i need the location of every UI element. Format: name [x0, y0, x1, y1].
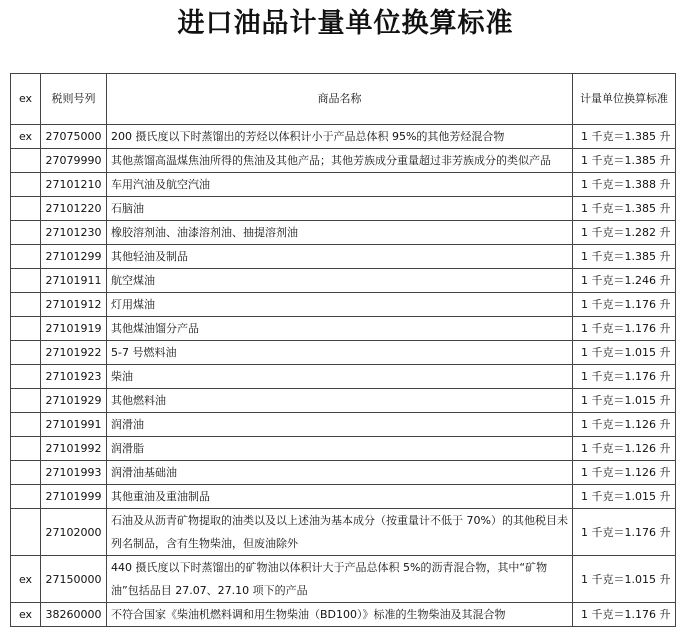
- row-product-name: 200 摄氏度以下时蒸馏出的芳烃以体积计小于产品总体积 95%的其他芳烃混合物: [107, 125, 573, 149]
- row-ex-marker: [11, 245, 41, 269]
- row-conversion-standard: 1 千克＝1.385 升: [573, 245, 676, 269]
- row-ex-marker: ex: [11, 125, 41, 149]
- row-ex-marker: ex: [11, 556, 41, 603]
- row-conversion-standard: 1 千克＝1.246 升: [573, 269, 676, 293]
- row-tariff-code: 27102000: [41, 509, 107, 556]
- table-body: [11, 125, 676, 627]
- row-conversion-standard: 1 千克＝1.126 升: [573, 413, 676, 437]
- row-ex-marker: [11, 341, 41, 365]
- table-row: [11, 293, 676, 317]
- table-row: [11, 461, 676, 485]
- row-product-name: 航空煤油: [107, 269, 573, 293]
- row-conversion-standard: 1 千克＝1.388 升: [573, 173, 676, 197]
- table-row: [11, 413, 676, 437]
- row-ex-marker: [11, 293, 41, 317]
- row-product-name: 其他煤油馏分产品: [107, 317, 573, 341]
- row-tariff-code: 27101210: [41, 173, 107, 197]
- row-ex-marker: [11, 197, 41, 221]
- row-tariff-code: 27101299: [41, 245, 107, 269]
- row-product-name: 石脑油: [107, 197, 573, 221]
- row-product-name: 灯用煤油: [107, 293, 573, 317]
- table-row: [11, 125, 676, 149]
- table-row: [11, 556, 676, 603]
- row-ex-marker: [11, 269, 41, 293]
- row-ex-marker: [11, 509, 41, 556]
- row-conversion-standard: 1 千克＝1.176 升: [573, 293, 676, 317]
- row-tariff-code: 27101230: [41, 221, 107, 245]
- row-tariff-code: 27101929: [41, 389, 107, 413]
- row-product-name: 石油及从沥青矿物提取的油类以及以上述油为基本成分（按重量计不低于 70%）的其他税目未列名制品，含有生物柴油，但废油除外: [107, 509, 573, 556]
- table-row: [11, 149, 676, 173]
- row-conversion-standard: 1 千克＝1.126 升: [573, 461, 676, 485]
- table-row: [11, 389, 676, 413]
- header-product-name: 商品名称: [107, 74, 573, 125]
- page-title: 进口油品计量单位换算标准: [177, 8, 514, 39]
- row-product-name: 橡胶溶剂油、油漆溶剂油、抽提溶剂油: [107, 221, 573, 245]
- row-tariff-code: 27101923: [41, 365, 107, 389]
- row-product-name: 其他轻油及制品: [107, 245, 573, 269]
- table-row: [11, 269, 676, 293]
- row-conversion-standard: 1 千克＝1.176 升: [573, 603, 676, 627]
- row-product-name: 440 摄氏度以下时蒸馏出的矿物油以体积计大于产品总体积 5%的沥青混合物，其中“矿物油”包括品目 27.07、27.10 项下的产品: [107, 556, 573, 603]
- row-product-name: 其他蒸馏高温煤焦油所得的焦油及其他产品；其他芳族成分重量超过非芳族成分的类似产品: [107, 149, 573, 173]
- row-product-name: 润滑脂: [107, 437, 573, 461]
- row-tariff-code: 27101912: [41, 293, 107, 317]
- row-product-name: 不符合国家《柴油机燃料调和用生物柴油（BD100）》标准的生物柴油及其混合物: [107, 603, 573, 627]
- row-conversion-standard: 1 千克＝1.176 升: [573, 317, 676, 341]
- conversion-table: [10, 73, 676, 627]
- row-tariff-code: 27101220: [41, 197, 107, 221]
- table-row: [11, 221, 676, 245]
- row-ex-marker: ex: [11, 603, 41, 627]
- row-conversion-standard: 1 千克＝1.385 升: [573, 125, 676, 149]
- row-conversion-standard: 1 千克＝1.015 升: [573, 341, 676, 365]
- table-row: [11, 197, 676, 221]
- row-ex-marker: [11, 437, 41, 461]
- row-tariff-code: 27101993: [41, 461, 107, 485]
- row-product-name: 柴油: [107, 365, 573, 389]
- row-conversion-standard: 1 千克＝1.176 升: [573, 509, 676, 556]
- row-product-name: 其他燃料油: [107, 389, 573, 413]
- table-header-row: [11, 74, 676, 125]
- row-tariff-code: 27101919: [41, 317, 107, 341]
- row-conversion-standard: 1 千克＝1.176 升: [573, 365, 676, 389]
- row-ex-marker: [11, 485, 41, 509]
- row-product-name: 其他重油及重油制品: [107, 485, 573, 509]
- row-conversion-standard: 1 千克＝1.385 升: [573, 149, 676, 173]
- header-conversion-standard: 计量单位换算标准: [573, 74, 676, 125]
- row-conversion-standard: 1 千克＝1.015 升: [573, 556, 676, 603]
- row-conversion-standard: 1 千克＝1.126 升: [573, 437, 676, 461]
- row-tariff-code: 27079990: [41, 149, 107, 173]
- table-row: [11, 245, 676, 269]
- table-row: [11, 437, 676, 461]
- row-tariff-code: 38260000: [41, 603, 107, 627]
- table-row: [11, 173, 676, 197]
- table-row: [11, 341, 676, 365]
- row-ex-marker: [11, 461, 41, 485]
- conversion-table-container: [10, 73, 675, 627]
- row-tariff-code: 27075000: [41, 125, 107, 149]
- row-ex-marker: [11, 389, 41, 413]
- row-tariff-code: 27101992: [41, 437, 107, 461]
- table-row: [11, 317, 676, 341]
- row-tariff-code: 27150000: [41, 556, 107, 603]
- row-ex-marker: [11, 413, 41, 437]
- row-conversion-standard: 1 千克＝1.015 升: [573, 389, 676, 413]
- row-ex-marker: [11, 149, 41, 173]
- row-ex-marker: [11, 317, 41, 341]
- row-ex-marker: [11, 365, 41, 389]
- row-conversion-standard: 1 千克＝1.015 升: [573, 485, 676, 509]
- row-product-name: 车用汽油及航空汽油: [107, 173, 573, 197]
- header-tariff-code: 税则号列: [41, 74, 107, 125]
- row-product-name: 润滑油基础油: [107, 461, 573, 485]
- row-conversion-standard: 1 千克＝1.385 升: [573, 197, 676, 221]
- row-product-name: 5-7 号燃料油: [107, 341, 573, 365]
- table-row: [11, 485, 676, 509]
- row-ex-marker: [11, 173, 41, 197]
- row-tariff-code: 27101999: [41, 485, 107, 509]
- row-ex-marker: [11, 221, 41, 245]
- table-row: [11, 365, 676, 389]
- table-row: [11, 509, 676, 556]
- header-ex: ex: [11, 74, 41, 125]
- row-tariff-code: 27101922: [41, 341, 107, 365]
- row-tariff-code: 27101991: [41, 413, 107, 437]
- row-tariff-code: 27101911: [41, 269, 107, 293]
- row-conversion-standard: 1 千克＝1.282 升: [573, 221, 676, 245]
- row-product-name: 润滑油: [107, 413, 573, 437]
